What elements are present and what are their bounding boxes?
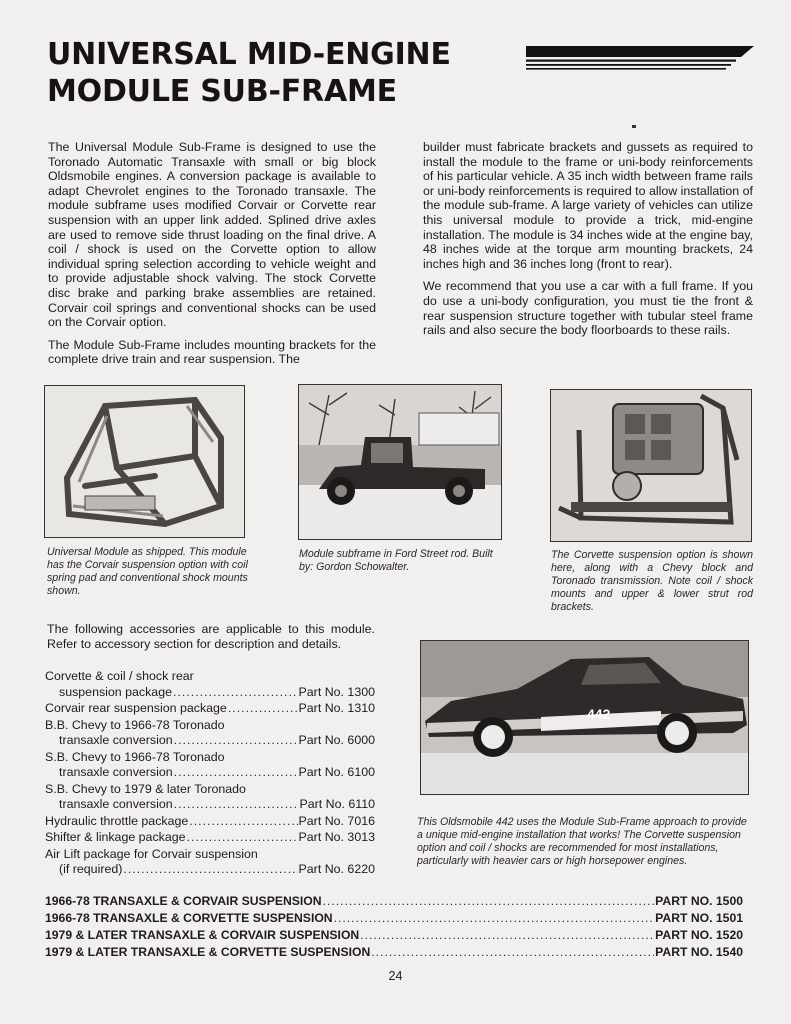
oldsmobile-caption: This Oldsmobile 442 uses the Module Sub-Frame approach to provide a unique mid-engine installation that works! The Corvette suspension option and coil / shocks are recommended for most installations, particularly with heavier cars or high horsepower engines. bbox=[417, 816, 747, 867]
accessory-name: B.B. Chevy to 1966-78 Toronado bbox=[45, 717, 225, 732]
part-number: PART NO. 1501 bbox=[655, 911, 743, 925]
intro-paragraph-3: We recommend that you use a car with a full frame. If you do use a uni-body configuration, you must tie the front & rear suspension structure together with tubular steel frame rails and also secure the body floorboards to these rails. bbox=[423, 279, 753, 338]
street-rod-illustration bbox=[299, 385, 501, 539]
accessory-name: S.B. Chevy to 1966-78 Toronado bbox=[45, 749, 225, 764]
accessory-name-cont: transaxle conversion bbox=[59, 797, 173, 811]
module-photo bbox=[44, 385, 245, 538]
part-row bbox=[45, 927, 743, 944]
accessory-part-number: Part No. 1300 bbox=[298, 684, 375, 699]
intro-paragraph-1: The Universal Module Sub-Frame is designed to use the Toronado Automatic Transaxle with small or big block Oldsmobile engines. A conversion package is available to adapt Chevrolet engines to the Toronado transaxle. The module subframe uses modified Corvair or Corvette rear suspension with an upper link added. Splined drive axles are used to remove side thrust loading on the final drive. A coil / shock is used on the Corvette option to allow individual spring selection according to vehicle weight and to provide adjustable shock valving. The stock Corvette disc brake and parking brake assemblies are retained. Corvair coil springs and conventional shocks can be used on the Corvair option. bbox=[48, 140, 376, 330]
part-row bbox=[45, 893, 743, 910]
corvette-option-photo bbox=[550, 389, 752, 542]
accessory-name-cont: suspension package bbox=[59, 684, 172, 699]
accessory-part-number: Part No. 6110 bbox=[299, 797, 375, 811]
part-label: 1966-78 TRANSAXLE & CORVETTE SUSPENSION bbox=[45, 911, 333, 925]
accessory-name: Corvette & coil / shock rear bbox=[45, 669, 194, 683]
title-stripe-rule bbox=[526, 46, 754, 72]
car-door-lettering: 442 bbox=[587, 706, 611, 722]
accessory-part-number: Part No. 6000 bbox=[298, 733, 375, 747]
title-line-2: MODULE SUB-FRAME bbox=[47, 74, 397, 109]
page-title bbox=[47, 36, 451, 110]
accessory-part-number: Part No. 3013 bbox=[298, 830, 375, 844]
corvette-module-illustration bbox=[551, 390, 751, 541]
intro-column-left bbox=[48, 140, 376, 375]
intro-column-right bbox=[423, 140, 753, 346]
accessory-part-number: Part No. 6100 bbox=[298, 765, 375, 779]
part-label: 1966-78 TRANSAXLE & CORVAIR SUSPENSION bbox=[45, 894, 322, 908]
accessory-item bbox=[45, 830, 375, 846]
corvette-option-caption: The Corvette suspension option is shown here, along with a Chevy block and Toronado transmission. Note coil / shock mounts and upper & lower strut rod brackets. bbox=[551, 549, 753, 613]
module-frame-illustration bbox=[45, 386, 244, 537]
street-rod-photo bbox=[298, 384, 502, 540]
part-label: 1979 & LATER TRANSAXLE & CORVAIR SUSPENSION bbox=[45, 928, 360, 942]
accessory-name: Hydraulic throttle package bbox=[45, 813, 189, 828]
part-label: 1979 & LATER TRANSAXLE & CORVETTE SUSPENSION bbox=[45, 945, 371, 959]
module-part-numbers bbox=[45, 893, 743, 961]
accessory-item bbox=[45, 750, 375, 781]
accessory-part-number: Part No. 1310 bbox=[298, 701, 375, 715]
part-number: PART NO. 1540 bbox=[655, 945, 743, 959]
accessory-name: S.B. Chevy to 1979 & later Toronado bbox=[45, 781, 246, 796]
accessory-name: Corvair rear suspension package bbox=[45, 701, 227, 715]
part-number: PART NO. 1520 bbox=[655, 928, 743, 942]
accessory-item bbox=[45, 782, 375, 813]
street-rod-caption: Module subframe in Ford Street rod. Built by: Gordon Schowalter. bbox=[299, 548, 493, 573]
oldsmobile-442-illustration bbox=[421, 641, 748, 794]
part-number: PART NO. 1500 bbox=[655, 894, 743, 908]
accessory-item bbox=[45, 847, 375, 878]
intro-paragraph-2-cont: builder must fabricate brackets and gussets as required to install the module to the frame or uni-body reinforcements of his particular vehicle. A 35 inch width between frame rails or uni-body reinforcements is required to allow installation of the module sub-frame. A large variety of vehicles can utilize this universal module to provide a trick, mid-engine installation. The module is 34 inches wide at the engine bay, 48 inches wide at the torque arm mounting brackets, 24 inches high and 36 inches long (front to rear). bbox=[423, 140, 753, 271]
part-row bbox=[45, 910, 743, 927]
accessories-list bbox=[45, 669, 375, 879]
accessory-item bbox=[45, 701, 375, 717]
accessory-part-number: Part No. 6220 bbox=[298, 862, 375, 876]
module-caption: Universal Module as shipped. This module has the Corvair suspension option with coil spring pad and conventional shock mounts shown. bbox=[47, 546, 248, 597]
accessory-name-cont: transaxle conversion bbox=[59, 765, 173, 779]
accessory-name-cont: transaxle conversion bbox=[59, 733, 173, 747]
accessories-intro: The following accessories are applicable to this module. Refer to accessory section for description and details. bbox=[47, 622, 375, 651]
accessory-name: Air Lift package for Corvair suspension bbox=[45, 846, 258, 861]
accessory-item bbox=[45, 669, 375, 700]
oldsmobile-photo bbox=[420, 640, 749, 795]
accessory-name-cont: (if required) bbox=[59, 862, 123, 876]
accessory-item bbox=[45, 814, 375, 830]
accessory-item bbox=[45, 718, 375, 749]
intro-paragraph-2-start: The Module Sub-Frame includes mounting brackets for the complete drive train and rear suspension. The bbox=[48, 337, 376, 367]
page-number: 24 bbox=[388, 969, 403, 983]
accessory-part-number: Part No. 7016 bbox=[298, 813, 375, 828]
title-line-1: UNIVERSAL MID-ENGINE bbox=[47, 37, 451, 72]
accessory-name: Shifter & linkage package bbox=[45, 830, 186, 844]
part-row bbox=[45, 944, 743, 961]
print-speck bbox=[632, 125, 636, 128]
